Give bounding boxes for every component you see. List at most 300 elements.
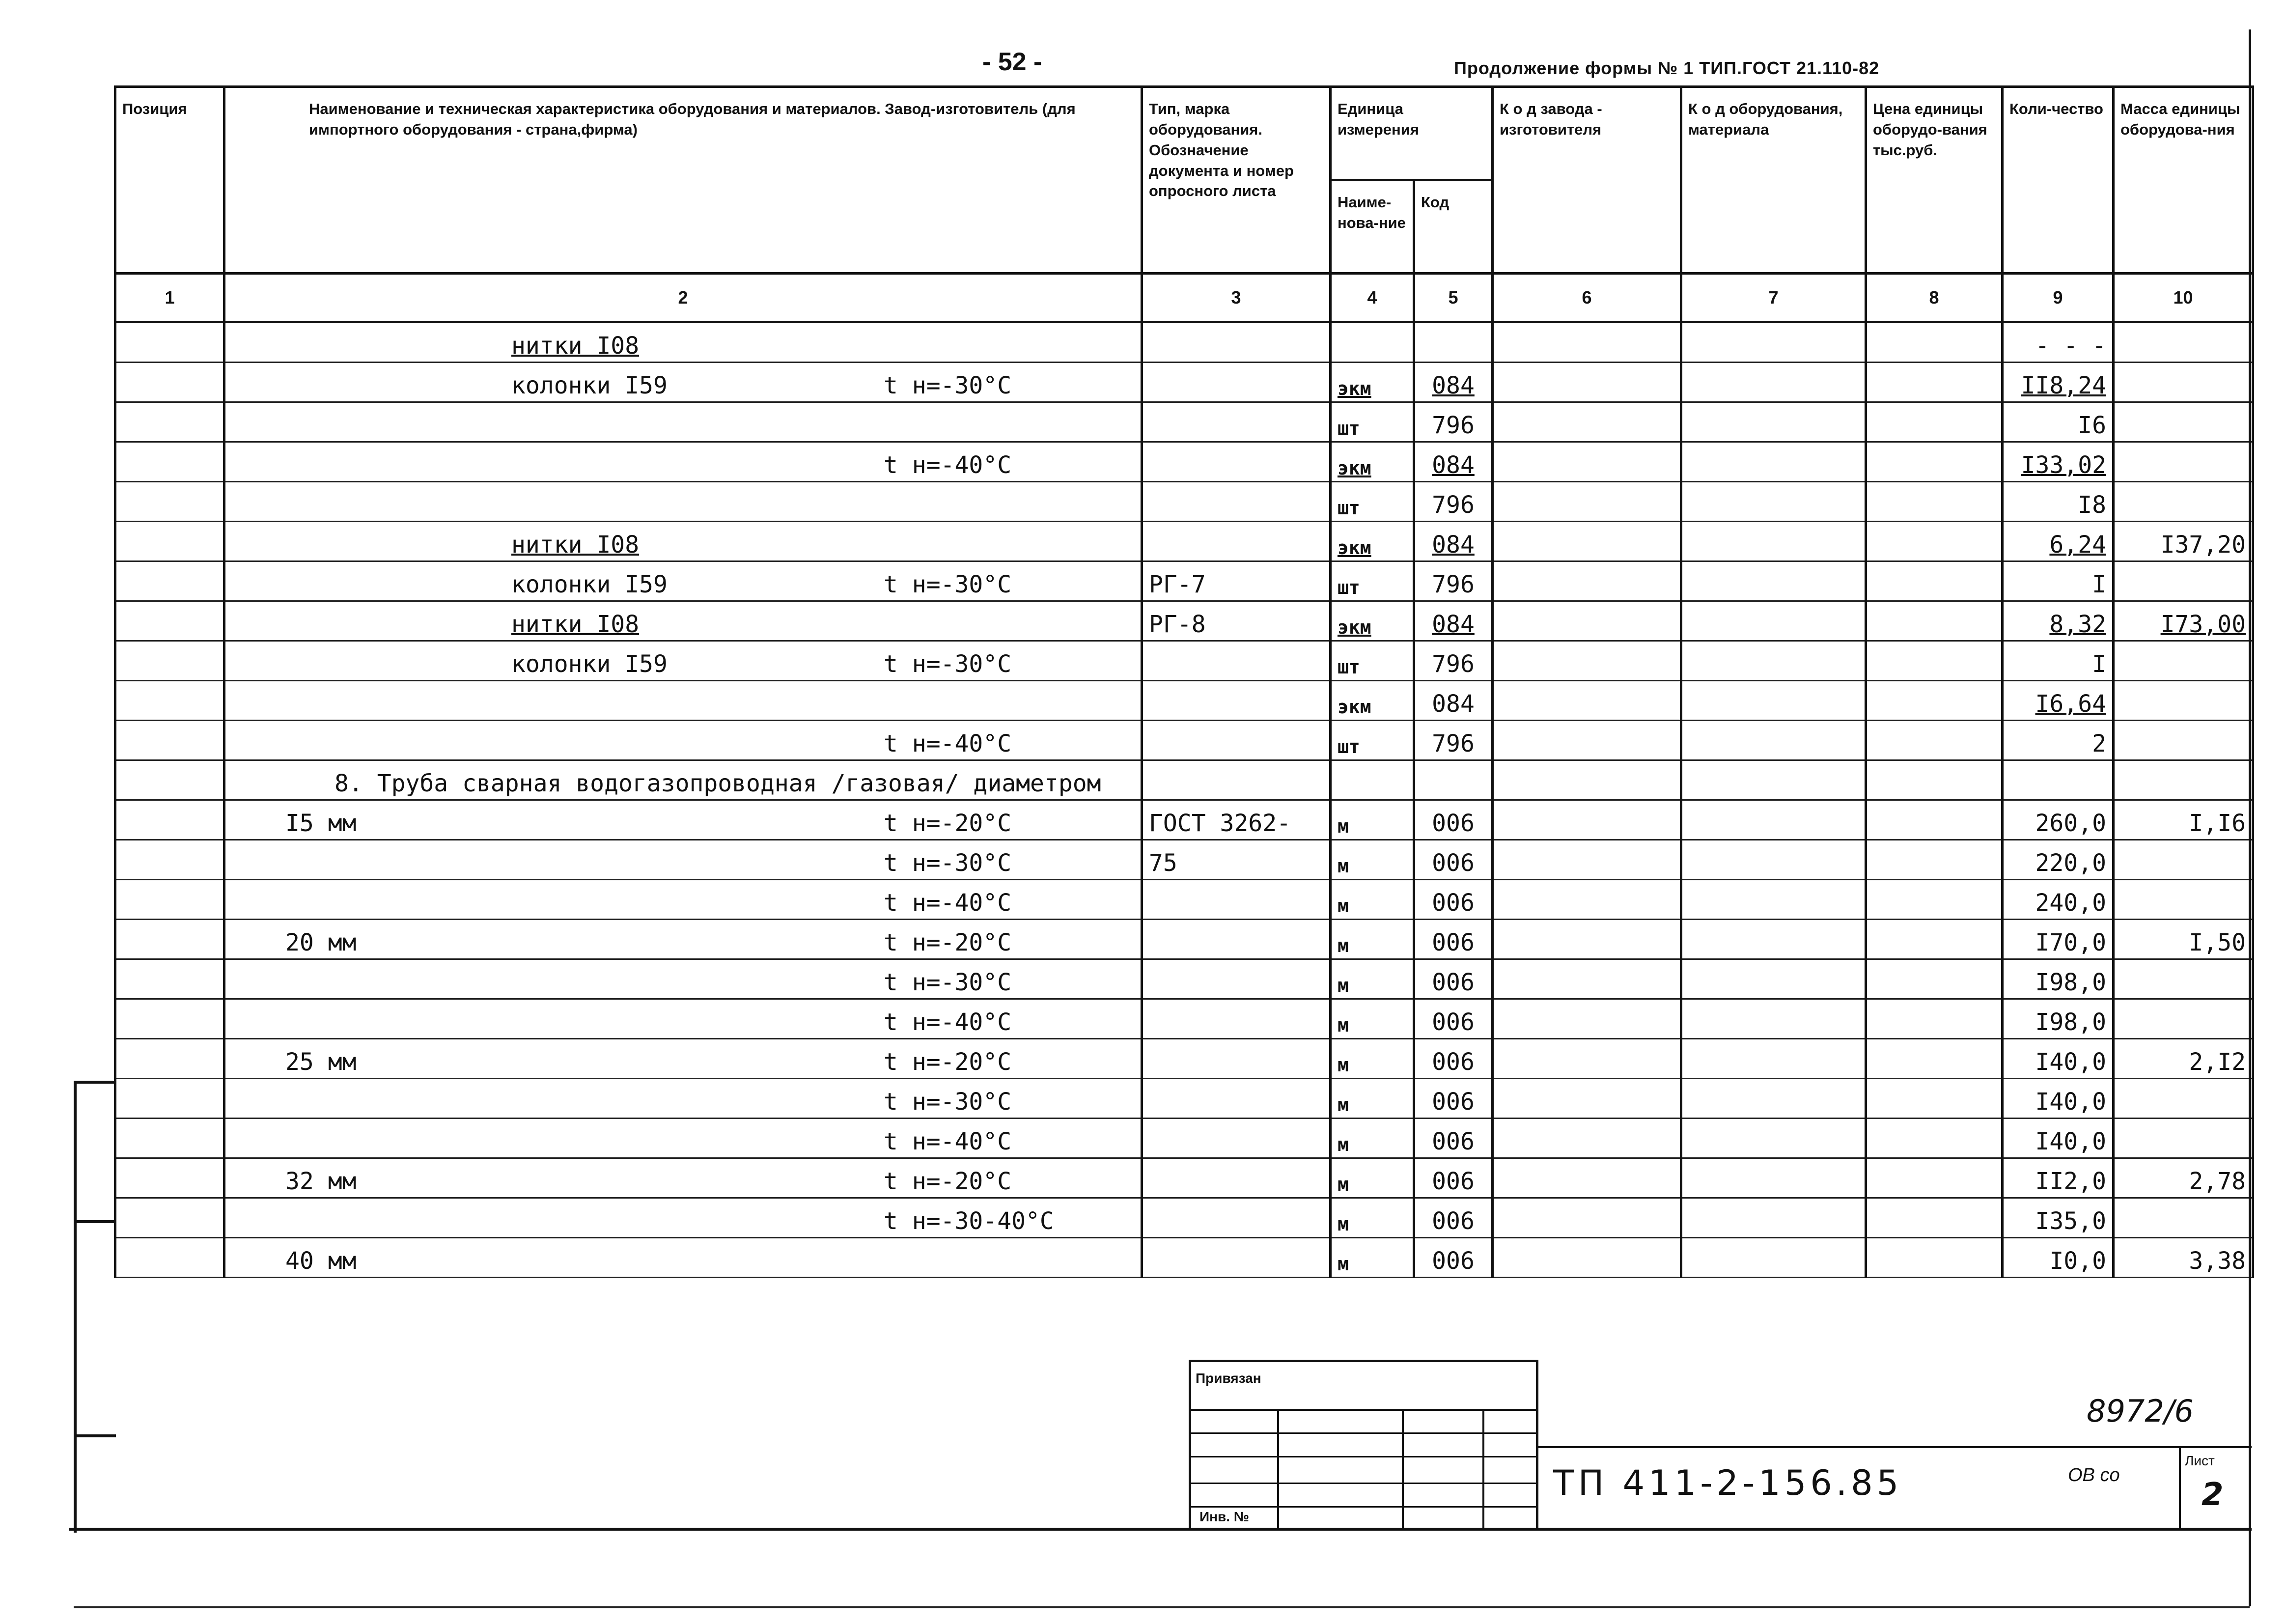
mass-cell-text: 2,I2: [2189, 1048, 2246, 1076]
position-cell: [115, 482, 224, 522]
unit-name-cell: [1331, 322, 1414, 363]
unit-name-cell: [1331, 522, 1414, 561]
quantity-cell: [2003, 880, 2114, 920]
table-row: [115, 363, 2253, 402]
mass-cell: [2114, 1158, 2253, 1198]
name-cell: [224, 920, 1142, 959]
price-cell: [1866, 482, 2003, 522]
unit-name-cell: [1331, 721, 1414, 760]
temperature-label: t н=-40°C: [884, 730, 1012, 757]
unit-code-cell-text: 084: [1432, 372, 1475, 399]
unit-code-cell-text: 006: [1432, 889, 1475, 917]
item-name: 40 мм: [285, 1247, 357, 1275]
mass-cell: [2114, 641, 2253, 681]
unit-code-cell-text: 006: [1432, 929, 1475, 956]
name-cell: [224, 363, 1142, 402]
unit-name-cell: [1331, 959, 1414, 999]
unit-name-cell-text: м: [1338, 1014, 1349, 1036]
unit-code-cell-text: 006: [1432, 1168, 1475, 1195]
type-cell: [1142, 601, 1331, 641]
plant-code-cell: [1493, 1079, 1681, 1119]
name-cell: [224, 999, 1142, 1039]
position-cell: [115, 959, 224, 999]
name-cell: [224, 840, 1142, 880]
position-cell: [115, 920, 224, 959]
bound-label: Привязан: [1196, 1371, 1261, 1386]
unit-name-cell: [1331, 561, 1414, 601]
column-number-cell: 5: [1414, 274, 1493, 322]
type-cell-text: РГ-8: [1149, 611, 1206, 638]
plant-code-cell: [1493, 1158, 1681, 1198]
price-cell: [1866, 760, 2003, 800]
unit-name-cell-text: шт: [1338, 656, 1360, 678]
sheet-number: 2: [2202, 1477, 2224, 1513]
header-name: Наименование и техническая характеристика оборудования и материалов. Завод-изготовитель (для импортного оборудования - страна,фирма): [224, 87, 1142, 274]
unit-name-cell: [1331, 363, 1414, 402]
quantity-cell-text: 2: [2092, 730, 2106, 757]
table-row: [115, 999, 2253, 1039]
quantity-cell: [2003, 601, 2114, 641]
price-cell: [1866, 561, 2003, 601]
mass-cell: [2114, 482, 2253, 522]
unit-name-cell: [1331, 1119, 1414, 1158]
unit-code-cell: [1414, 561, 1493, 601]
quantity-cell: [2003, 721, 2114, 760]
unit-code-cell: [1414, 800, 1493, 840]
table-row: [115, 800, 2253, 840]
price-cell: [1866, 402, 2003, 442]
material-code-cell: [1681, 1238, 1866, 1278]
quantity-cell: [2003, 840, 2114, 880]
specification-table: [114, 85, 2254, 1278]
unit-code-cell: [1414, 1198, 1493, 1238]
plant-code-cell: [1493, 442, 1681, 482]
plant-code-cell: [1493, 522, 1681, 561]
unit-name-cell: [1331, 1039, 1414, 1079]
unit-name-cell-text: м: [1338, 1253, 1349, 1275]
plant-code-cell: [1493, 721, 1681, 760]
header-quantity: Коли-чество: [2003, 87, 2114, 274]
quantity-cell-text: I40,0: [2035, 1048, 2106, 1076]
unit-code-cell: [1414, 482, 1493, 522]
position-cell: [115, 999, 224, 1039]
mass-cell: [2114, 959, 2253, 999]
plant-code-cell: [1493, 800, 1681, 840]
quantity-cell: [2003, 1238, 2114, 1278]
quantity-cell-text: 240,0: [2035, 889, 2106, 917]
unit-name-cell-text: м: [1338, 1094, 1349, 1116]
page-number: - 52 -: [982, 48, 1042, 76]
unit-name-cell: [1331, 999, 1414, 1039]
plant-code-cell: [1493, 959, 1681, 999]
quantity-cell-text: 220,0: [2035, 849, 2106, 877]
unit-code-cell: [1414, 760, 1493, 800]
table-row: [115, 402, 2253, 442]
quantity-cell-text: I8: [2078, 491, 2106, 519]
type-cell: [1142, 681, 1331, 721]
price-cell: [1866, 840, 2003, 880]
plant-code-cell: [1493, 1198, 1681, 1238]
price-cell: [1866, 721, 2003, 760]
mass-cell: [2114, 1119, 2253, 1158]
mass-cell: [2114, 402, 2253, 442]
material-code-cell: [1681, 641, 1866, 681]
unit-name-cell: [1331, 601, 1414, 641]
header-plant-code: К о д завода - изготовителя: [1493, 87, 1681, 274]
quantity-cell-text: I35,0: [2035, 1207, 2106, 1235]
item-name: колонки I59: [511, 571, 668, 598]
unit-name-cell-text: экм: [1338, 616, 1371, 638]
mass-cell-text: I73,00: [2160, 611, 2246, 638]
plant-code-cell: [1493, 999, 1681, 1039]
plant-code-cell: [1493, 561, 1681, 601]
table-row: [115, 1039, 2253, 1079]
quantity-cell-text: I33,02: [2021, 451, 2106, 479]
title-block: [1189, 1360, 2252, 1531]
table-row: [115, 920, 2253, 959]
sheet-label: Лист: [2185, 1453, 2215, 1468]
type-cell: [1142, 363, 1331, 402]
unit-name-cell-text: м: [1338, 895, 1349, 917]
temperature-label: t н=-30°C: [884, 372, 1012, 399]
quantity-cell-text: 260,0: [2035, 810, 2106, 837]
price-cell: [1866, 1158, 2003, 1198]
column-number-cell: 8: [1866, 274, 2003, 322]
position-cell: [115, 1158, 224, 1198]
name-cell: [224, 1198, 1142, 1238]
quantity-cell: [2003, 1198, 2114, 1238]
type-cell: [1142, 1198, 1331, 1238]
quantity-cell: [2003, 999, 2114, 1039]
mass-cell-text: 2,78: [2189, 1168, 2246, 1195]
item-name: нитки I08: [511, 611, 640, 638]
unit-name-cell-text: шт: [1338, 418, 1360, 439]
mass-cell: [2114, 760, 2253, 800]
unit-name-cell-text: м: [1338, 1054, 1349, 1076]
unit-code-cell: [1414, 1119, 1493, 1158]
type-cell: [1142, 840, 1331, 880]
temperature-label: t н=-40°C: [884, 1128, 1012, 1155]
table-row: [115, 482, 2253, 522]
table-row: [115, 601, 2253, 641]
temperature-label: t н=-40°C: [884, 889, 1012, 917]
quantity-cell: [2003, 322, 2114, 363]
position-cell: [115, 1039, 224, 1079]
price-cell: [1866, 522, 2003, 561]
name-cell: [224, 402, 1142, 442]
price-cell: [1866, 601, 2003, 641]
type-cell: [1142, 482, 1331, 522]
table-row: [115, 880, 2253, 920]
form-reference: Продолжение формы № 1 ТИП.ГОСТ 21.110-82: [1454, 58, 1880, 78]
table-row: [115, 1079, 2253, 1119]
column-number-cell: 3: [1142, 274, 1331, 322]
quantity-cell: [2003, 641, 2114, 681]
unit-code-cell: [1414, 1238, 1493, 1278]
position-cell: [115, 442, 224, 482]
material-code-cell: [1681, 1079, 1866, 1119]
unit-name-cell-text: м: [1338, 975, 1349, 996]
item-name: I5 мм: [285, 810, 357, 837]
temperature-label: t н=-30°C: [884, 1088, 1012, 1116]
position-cell: [115, 363, 224, 402]
temperature-label: t н=-30°C: [884, 849, 1012, 877]
name-cell: [224, 442, 1142, 482]
unit-code-cell-text: 006: [1432, 1048, 1475, 1076]
mass-cell: [2114, 1198, 2253, 1238]
temperature-label: t н=-20°C: [884, 1048, 1012, 1076]
unit-name-cell-text: шт: [1338, 736, 1360, 757]
price-cell: [1866, 1119, 2003, 1158]
position-cell: [115, 840, 224, 880]
quantity-cell: [2003, 482, 2114, 522]
temperature-label: t н=-30°C: [884, 969, 1012, 996]
unit-code-cell-text: 006: [1432, 1008, 1475, 1036]
mass-cell-text: 3,38: [2189, 1247, 2246, 1275]
price-cell: [1866, 641, 2003, 681]
price-cell: [1866, 322, 2003, 363]
unit-code-cell-text: 084: [1432, 611, 1475, 638]
unit-name-cell: [1331, 920, 1414, 959]
unit-code-cell-text: 796: [1432, 412, 1475, 439]
material-code-cell: [1681, 959, 1866, 999]
position-cell: [115, 681, 224, 721]
price-cell: [1866, 1198, 2003, 1238]
table-row: [115, 1119, 2253, 1158]
unit-code-cell: [1414, 681, 1493, 721]
drawing-code: ТП 411-2-156.85: [1553, 1463, 1903, 1503]
quantity-cell-text: I40,0: [2035, 1088, 2106, 1116]
unit-code-cell-text: 796: [1432, 730, 1475, 757]
unit-name-cell-text: экм: [1338, 537, 1371, 559]
unit-code-cell-text: 796: [1432, 491, 1475, 519]
item-name: 25 мм: [285, 1048, 357, 1076]
column-number-cell: 7: [1681, 274, 1866, 322]
unit-name-cell: [1331, 1158, 1414, 1198]
table-row: [115, 840, 2253, 880]
table-row: [115, 760, 2253, 800]
price-cell: [1866, 363, 2003, 402]
item-name: нитки I08: [511, 531, 640, 559]
mass-cell: [2114, 880, 2253, 920]
name-cell: [224, 1238, 1142, 1278]
column-number-cell: 1: [115, 274, 224, 322]
material-code-cell: [1681, 601, 1866, 641]
temperature-label: t н=-40°C: [884, 451, 1012, 479]
unit-code-cell-text: 796: [1432, 650, 1475, 678]
quantity-cell: [2003, 522, 2114, 561]
sheet-trim-line: [74, 1606, 2250, 1608]
header-price: Цена единицы оборудо-вания тыс.руб.: [1866, 87, 2003, 274]
unit-name-cell-text: м: [1338, 1174, 1349, 1195]
price-cell: [1866, 442, 2003, 482]
unit-code-cell: [1414, 641, 1493, 681]
price-cell: [1866, 800, 2003, 840]
unit-name-cell: [1331, 681, 1414, 721]
table-row: [115, 522, 2253, 561]
material-code-cell: [1681, 840, 1866, 880]
type-cell: [1142, 522, 1331, 561]
unit-code-cell-text: 006: [1432, 810, 1475, 837]
temperature-label: t н=-30°C: [884, 571, 1012, 598]
quantity-cell: [2003, 1079, 2114, 1119]
price-cell: [1866, 681, 2003, 721]
item-name: колонки I59: [511, 650, 668, 678]
material-code-cell: [1681, 482, 1866, 522]
mass-cell-text: I,I6: [2189, 810, 2246, 837]
unit-name-cell: [1331, 641, 1414, 681]
unit-code-cell: [1414, 522, 1493, 561]
unit-name-cell: [1331, 442, 1414, 482]
plant-code-cell: [1493, 402, 1681, 442]
table-row: [115, 561, 2253, 601]
price-cell: [1866, 1238, 2003, 1278]
unit-name-cell: [1331, 1238, 1414, 1278]
archive-number: 8972/6: [2087, 1393, 2194, 1429]
material-code-cell: [1681, 442, 1866, 482]
item-name: 8. Труба сварная водогазопроводная /газовая/ диаметром: [335, 770, 1101, 797]
temperature-label: t н=-20°C: [884, 929, 1012, 956]
mass-cell: [2114, 800, 2253, 840]
mass-cell: [2114, 1079, 2253, 1119]
unit-code-cell-text: 084: [1432, 531, 1475, 559]
type-cell: [1142, 920, 1331, 959]
price-cell: [1866, 1079, 2003, 1119]
unit-code-cell: [1414, 363, 1493, 402]
unit-code-cell-text: 006: [1432, 1128, 1475, 1155]
plant-code-cell: [1493, 840, 1681, 880]
mass-cell-text: I,50: [2189, 929, 2246, 956]
unit-code-cell: [1414, 322, 1493, 363]
binding-margin-tick: [74, 1081, 116, 1084]
quantity-cell-text: 6,24: [2049, 531, 2106, 559]
plant-code-cell: [1493, 920, 1681, 959]
material-code-cell: [1681, 363, 1866, 402]
column-number-cell: 10: [2114, 274, 2253, 322]
plant-code-cell: [1493, 601, 1681, 641]
material-code-cell: [1681, 561, 1866, 601]
unit-code-cell: [1414, 721, 1493, 760]
material-code-cell: [1681, 760, 1866, 800]
unit-name-cell: [1331, 840, 1414, 880]
quantity-cell: [2003, 920, 2114, 959]
material-code-cell: [1681, 721, 1866, 760]
material-code-cell: [1681, 880, 1866, 920]
quantity-cell-text: I70,0: [2035, 929, 2106, 956]
unit-name-cell-text: м: [1338, 815, 1349, 837]
name-cell: [224, 1119, 1142, 1158]
unit-code-cell: [1414, 959, 1493, 999]
quantity-cell: [2003, 1158, 2114, 1198]
table-row: [115, 959, 2253, 999]
unit-code-cell: [1414, 601, 1493, 641]
name-cell: [224, 561, 1142, 601]
type-cell: [1142, 1119, 1331, 1158]
unit-name-cell-text: экм: [1338, 457, 1371, 479]
mass-cell: [2114, 721, 2253, 760]
quantity-cell: [2003, 363, 2114, 402]
unit-name-cell: [1331, 1198, 1414, 1238]
inventory-label: Инв. №: [1199, 1509, 1250, 1524]
binding-margin-tick: [74, 1434, 116, 1437]
mass-cell: [2114, 522, 2253, 561]
temperature-label: t н=-40°C: [884, 1008, 1012, 1036]
quantity-cell: [2003, 561, 2114, 601]
mass-cell: [2114, 601, 2253, 641]
price-cell: [1866, 959, 2003, 999]
unit-code-cell: [1414, 1039, 1493, 1079]
position-cell: [115, 402, 224, 442]
quantity-cell-text: I6: [2078, 412, 2106, 439]
mass-cell: [2114, 363, 2253, 402]
mass-cell: [2114, 840, 2253, 880]
name-cell: [224, 880, 1142, 920]
material-code-cell: [1681, 681, 1866, 721]
unit-code-cell-text: 006: [1432, 1088, 1475, 1116]
quantity-cell-text: I98,0: [2035, 969, 2106, 996]
quantity-cell-text: I6,64: [2035, 690, 2106, 718]
quantity-cell: [2003, 1039, 2114, 1079]
position-cell: [115, 641, 224, 681]
material-code-cell: [1681, 800, 1866, 840]
unit-code-cell: [1414, 920, 1493, 959]
quantity-cell-text: I98,0: [2035, 1008, 2106, 1036]
quantity-cell: [2003, 800, 2114, 840]
position-cell: [115, 561, 224, 601]
quantity-cell-text: I0,0: [2049, 1247, 2106, 1275]
price-cell: [1866, 880, 2003, 920]
column-number-cell: 2: [224, 274, 1142, 322]
mass-cell: [2114, 561, 2253, 601]
quantity-cell: [2003, 402, 2114, 442]
unit-code-cell: [1414, 402, 1493, 442]
unit-code-cell: [1414, 1158, 1493, 1198]
material-code-cell: [1681, 522, 1866, 561]
quantity-cell-text: - - -: [2035, 332, 2106, 360]
material-code-cell: [1681, 1198, 1866, 1238]
unit-name-cell-text: шт: [1338, 577, 1360, 598]
type-cell: [1142, 760, 1331, 800]
plant-code-cell: [1493, 880, 1681, 920]
header-unit-name: Наиме-нова-ние: [1331, 180, 1414, 274]
type-cell: [1142, 442, 1331, 482]
mass-cell: [2114, 442, 2253, 482]
mass-cell: [2114, 1039, 2253, 1079]
item-name: колонки I59: [511, 372, 668, 399]
price-cell: [1866, 920, 2003, 959]
unit-code-cell-text: 006: [1432, 1207, 1475, 1235]
plant-code-cell: [1493, 322, 1681, 363]
unit-code-cell: [1414, 840, 1493, 880]
quantity-cell: [2003, 959, 2114, 999]
unit-name-cell: [1331, 402, 1414, 442]
name-cell: [224, 800, 1142, 840]
position-cell: [115, 1119, 224, 1158]
material-code-cell: [1681, 402, 1866, 442]
mass-cell: [2114, 681, 2253, 721]
mass-cell: [2114, 322, 2253, 363]
material-code-cell: [1681, 999, 1866, 1039]
position-cell: [115, 760, 224, 800]
quantity-cell-text: II8,24: [2021, 372, 2106, 399]
quantity-cell-text: 8,32: [2049, 611, 2106, 638]
binding-margin-line: [74, 1081, 77, 1533]
plant-code-cell: [1493, 1039, 1681, 1079]
column-number-cell: 6: [1493, 274, 1681, 322]
quantity-cell: [2003, 760, 2114, 800]
mass-cell: [2114, 920, 2253, 959]
temperature-label: t н=-20°C: [884, 810, 1012, 837]
